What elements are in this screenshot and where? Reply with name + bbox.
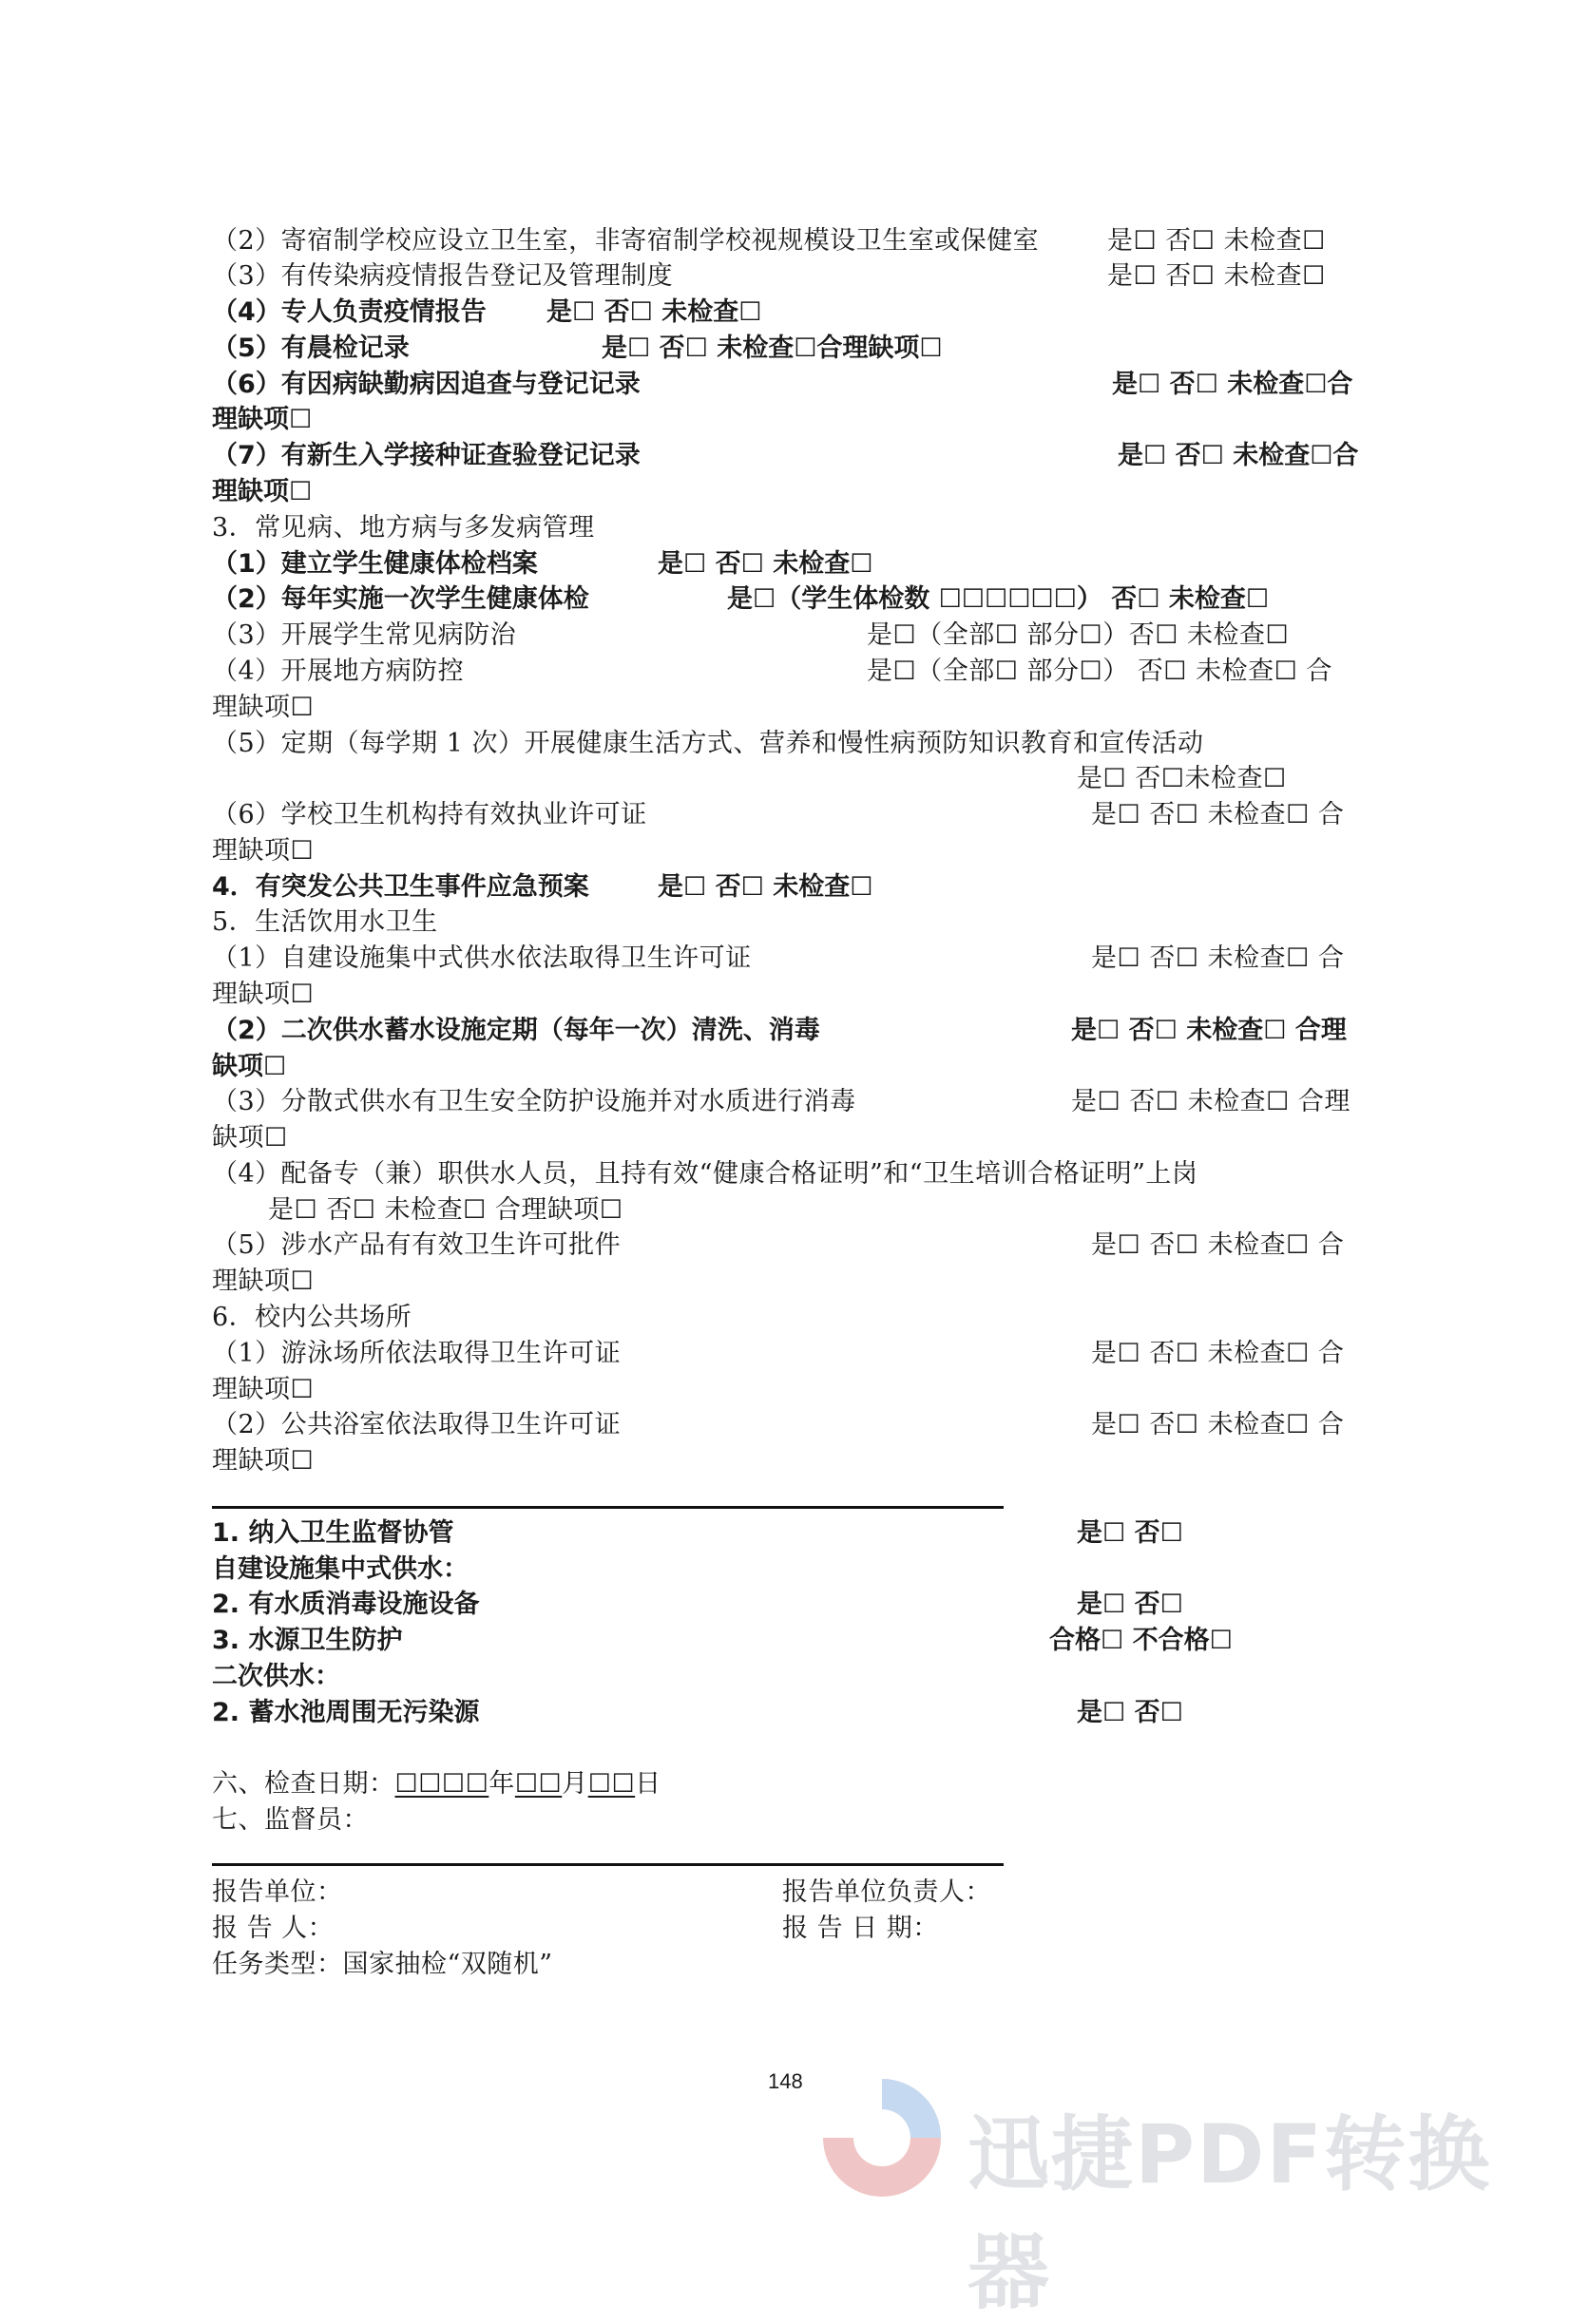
item-options[interactable]: 是☐ 否☐ 未检查☐合	[1118, 441, 1359, 470]
page-number: 148	[768, 2069, 803, 2093]
item-row	[212, 1337, 621, 1371]
item-row	[212, 403, 312, 437]
item-label: （4）专人负责疫情报告	[212, 297, 487, 327]
supervision-label: 3. 水源卫生防护	[212, 1626, 403, 1655]
item-row	[212, 1050, 286, 1084]
item-row	[212, 905, 438, 940]
item-row	[212, 870, 589, 905]
item-row	[212, 1408, 621, 1442]
item-row	[212, 942, 752, 976]
item-options[interactable]: 是☐（全部☐ 部分☐）否☐ 未检查☐	[867, 620, 1290, 650]
item-row	[212, 1085, 856, 1119]
supervision-row	[212, 1588, 479, 1622]
item-options[interactable]: 是☐ 否☐ 未检查☐	[1107, 226, 1326, 256]
item-label: （5）涉水产品有有效卫生许可批件	[212, 1230, 622, 1260]
item-row	[212, 1301, 412, 1335]
item-options[interactable]: 是☐（学生体检数 ☐☐☐☐☐☐） 否☐ 未检查☐	[727, 584, 1270, 614]
supervision-label: 自建设施集中式供水：	[212, 1554, 469, 1584]
item-label: 理缺项☐	[212, 1267, 315, 1296]
item-options[interactable]: 是☐ 否☐ 未检查☐	[1107, 261, 1326, 291]
item-label: （7）有新生入学接种证查验登记记录	[212, 441, 641, 470]
item-options[interactable]: 是☐ 否☐ 未检查☐ 合	[1091, 1339, 1345, 1368]
item-row	[212, 978, 314, 1012]
item-row	[212, 332, 410, 366]
item-row	[212, 655, 464, 689]
item-row	[212, 1373, 314, 1407]
item-label: （3）分散式供水有卫生安全防护设施并对水质进行消毒	[212, 1087, 856, 1116]
item-label: （5）定期（每学期 1 次）开展健康生活方式、营养和慢性病预防知识教育和宣传活动	[212, 729, 1204, 758]
day-unit: 日	[635, 1769, 661, 1799]
item-options[interactable]: 是☐ 否☐ 未检查☐合理缺项☐	[602, 333, 943, 363]
date-month-field[interactable]: ☐☐	[514, 1769, 563, 1799]
watermark-logo-icon	[815, 2071, 948, 2204]
task-type-label: 任务类型：国家抽检“双随机”	[212, 1950, 553, 1979]
item-label: （2）二次供水蓄水设施定期（每年一次）清洗、消毒	[212, 1016, 820, 1045]
item-label: 理缺项☐	[212, 836, 315, 866]
supervision-options[interactable]: 是☐ 否☐	[1077, 1590, 1183, 1619]
item-row	[212, 582, 589, 617]
item-row	[212, 1444, 314, 1478]
item-label: 缺项☐	[212, 1123, 288, 1152]
item-row	[212, 368, 641, 402]
item-options[interactable]: 是☐ 否☐ 未检查☐ 合理	[1071, 1087, 1351, 1116]
watermark-text: 迅捷PDF转换器	[968, 2107, 1492, 2320]
item-options[interactable]: 是☐ 否☐ 未检查☐合	[1112, 370, 1353, 399]
item-row	[212, 224, 1039, 258]
supervision-row	[212, 1696, 479, 1730]
item-label: 理缺项☐	[212, 980, 315, 1009]
item-label: （2）公共浴室依法取得卫生许可证	[212, 1410, 622, 1439]
supervision-label: 二次供水：	[212, 1662, 340, 1691]
date-day-field[interactable]: ☐☐	[587, 1769, 636, 1799]
report-date-label: 报 告 日 期：	[782, 1914, 939, 1943]
item-options[interactable]: 是☐ 否☐ 未检查☐ 合理	[1071, 1016, 1347, 1045]
item-label: （3）开展学生常见病防治	[212, 620, 517, 650]
item-label: 6．校内公共场所	[212, 1303, 412, 1332]
item-row	[212, 1229, 621, 1263]
item-row	[212, 511, 595, 545]
item-label: 理缺项☐	[212, 1375, 315, 1404]
divider-1	[212, 1506, 1004, 1509]
item-label: 理缺项☐	[212, 477, 313, 506]
date-year-field[interactable]: ☐☐☐☐	[394, 1769, 489, 1799]
item-options[interactable]: 是☐（全部☐ 部分☐） 否☐ 未检查☐ 合	[867, 657, 1332, 686]
item-options[interactable]: 是☐ 否☐ 未检查☐	[546, 297, 762, 327]
supervision-row	[212, 1660, 340, 1694]
item-options[interactable]: 是☐ 否☐ 未检查☐	[658, 549, 873, 579]
item-label: （1）游泳场所依法取得卫生许可证	[212, 1339, 622, 1368]
item-label: 理缺项☐	[212, 1446, 315, 1476]
supervision-label: 1. 纳入卫生监督协管	[212, 1518, 454, 1548]
watermark	[815, 2071, 1547, 2320]
supervision-options[interactable]: 合格☐ 不合格☐	[1049, 1626, 1233, 1655]
item-row	[212, 475, 312, 509]
item-row	[212, 547, 538, 581]
item-label: （3）有传染病疫情报告登记及管理制度	[212, 261, 674, 291]
month-unit: 月	[562, 1769, 588, 1799]
item-label: 缺项☐	[212, 1052, 287, 1081]
supervision-options[interactable]: 是☐ 否☐	[1077, 1518, 1183, 1548]
item-row	[212, 834, 314, 868]
supervision-row	[212, 1553, 469, 1587]
item-row	[212, 295, 487, 330]
date-label: 六、检查日期：	[212, 1769, 395, 1799]
item-options[interactable]: 是☐ 否☐ 未检查☐ 合	[1091, 800, 1345, 829]
item-label: （1）自建设施集中式供水依法取得卫生许可证	[212, 943, 752, 973]
item-label: 3．常见病、地方病与多发病管理	[212, 513, 595, 543]
item-label: （4）配备专（兼）职供水人员，且持有效“健康合格证明”和“卫生培训合格证明”上岗	[212, 1159, 1198, 1189]
item-options[interactable]: 是☐ 否☐ 未检查☐ 合	[1091, 1410, 1345, 1439]
item-options[interactable]: 是☐ 否☐ 未检查☐ 合	[1091, 943, 1345, 973]
item-row	[212, 798, 647, 832]
item-row	[212, 727, 1204, 761]
supervision-row	[212, 1516, 453, 1551]
divider-2	[212, 1863, 1004, 1866]
item-label: （1）建立学生健康体检档案	[212, 549, 538, 579]
item-options[interactable]: 是☐ 否☐未检查☐	[1077, 764, 1287, 793]
item-row	[212, 1014, 820, 1048]
inspection-date	[212, 1767, 661, 1801]
item-row	[212, 1157, 1197, 1191]
item-row	[212, 691, 314, 725]
item-row	[212, 259, 673, 294]
item-row	[212, 619, 516, 653]
item-label: （5）有晨检记录	[212, 333, 410, 363]
item-row	[212, 439, 641, 473]
supervision-options[interactable]: 是☐ 否☐	[1077, 1698, 1183, 1727]
item-label: 4．有突发公共卫生事件应急预案	[212, 872, 589, 902]
item-label: 理缺项☐	[212, 693, 315, 722]
item-row	[212, 1121, 288, 1155]
supervisor-label: 七、监督员：	[212, 1805, 369, 1835]
item-label: （6）有因病缺勤病因追查与登记记录	[212, 370, 641, 399]
year-unit: 年	[489, 1769, 515, 1799]
item-options[interactable]: 是☐ 否☐ 未检查☐	[658, 872, 873, 902]
item-label: 理缺项☐	[212, 405, 313, 434]
item-options[interactable]: 是☐ 否☐ 未检查☐ 合	[1091, 1230, 1345, 1260]
item-label: 5．生活饮用水卫生	[212, 907, 438, 937]
reporter-label: 报 告 人：	[212, 1914, 335, 1943]
item-label: （4）开展地方病防控	[212, 657, 465, 686]
item-options[interactable]: 是☐ 否☐ 未检查☐ 合理缺项☐	[268, 1195, 623, 1225]
report-unit-label: 报告单位：	[212, 1877, 343, 1907]
item-row	[212, 1265, 314, 1299]
item-label: （6）学校卫生机构持有效执业许可证	[212, 800, 647, 829]
supervision-row	[212, 1624, 402, 1658]
supervision-label: 2. 蓄水池周围无污染源	[212, 1698, 480, 1727]
report-unit-head-label: 报告单位负责人：	[782, 1877, 991, 1907]
item-label: （2）每年实施一次学生健康体检	[212, 584, 589, 614]
item-label: （2）寄宿制学校应设立卫生室，非寄宿制学校视规模设卫生室或保健室	[212, 226, 1040, 256]
supervision-label: 2. 有水质消毒设施设备	[212, 1590, 480, 1619]
